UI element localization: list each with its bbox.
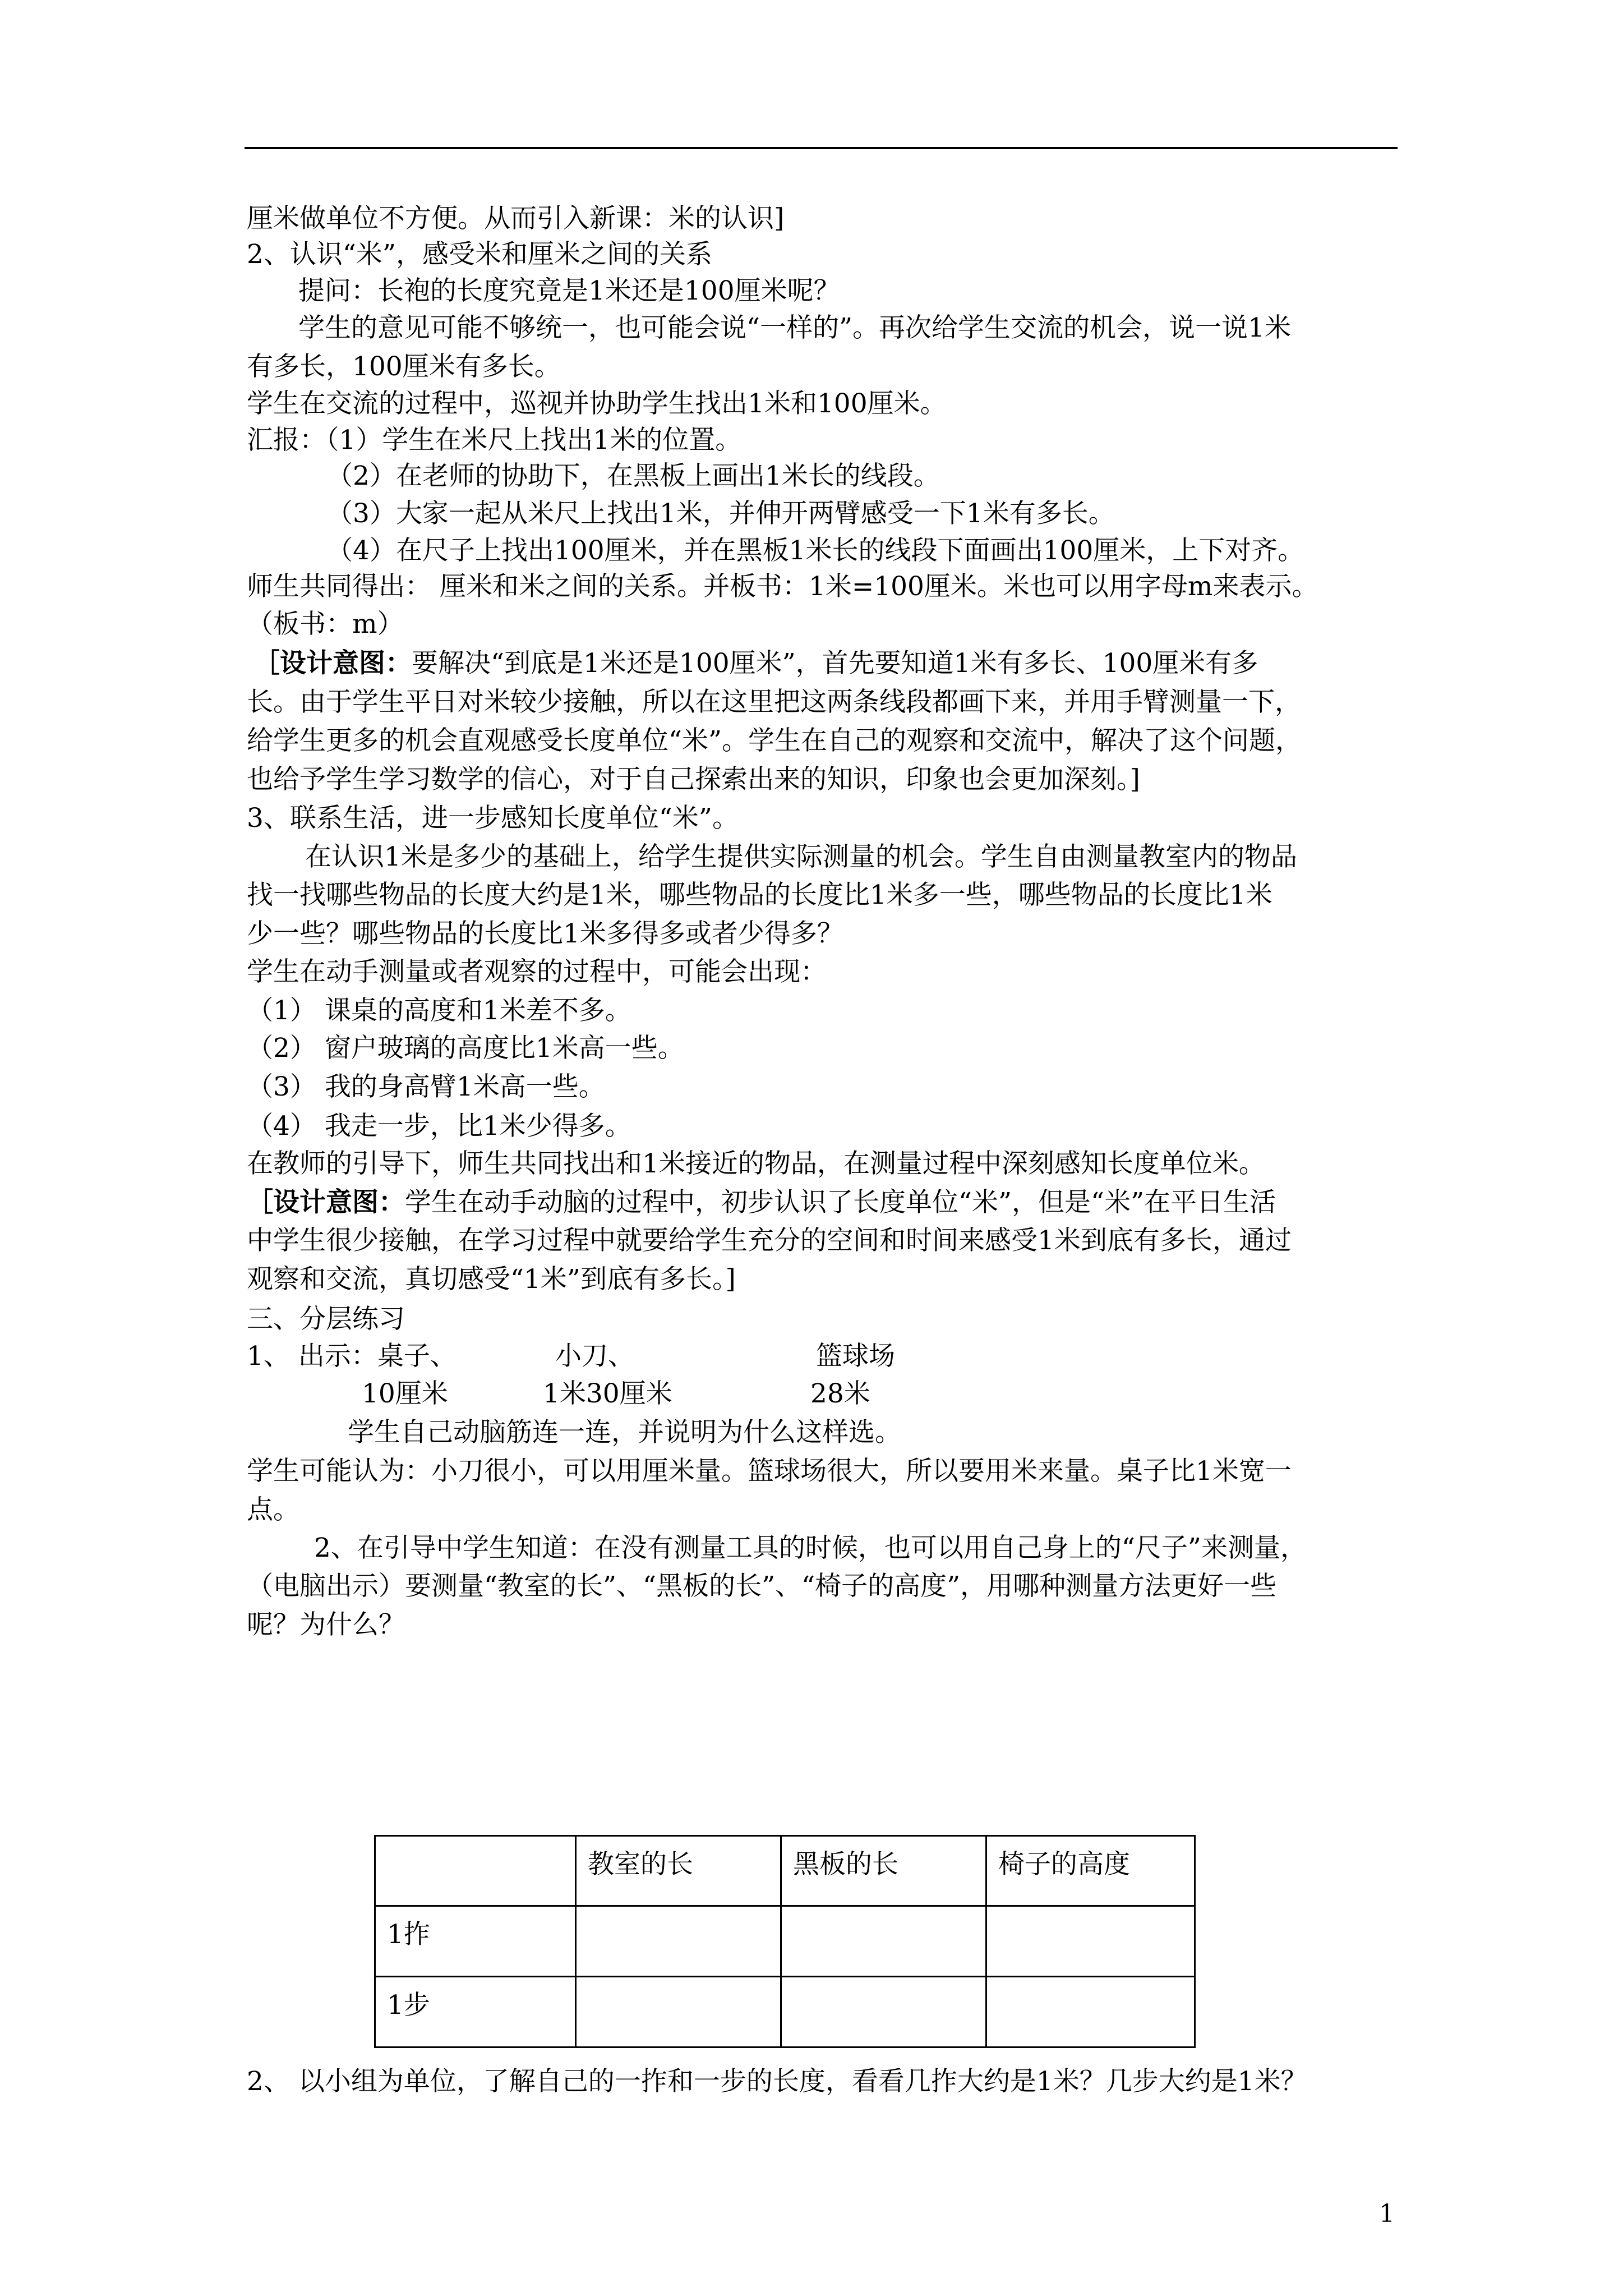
section-heading: 三、分层练习: [247, 1304, 405, 1335]
table-row-label: 1步: [375, 1977, 576, 2047]
text-line: 观察和交流，真切感受“1米”到底有多长。]: [247, 1264, 736, 1295]
text-line: 有多长，100厘米有多长。: [247, 351, 561, 382]
text-line: 给学生更多的机会直观感受长度单位“米”。学生在自己的观察和交流中，解决了这个问题，: [247, 725, 1302, 756]
design-intent-label: ［设计意图：: [253, 648, 412, 679]
text-line: 2、在引导中学生知道：在没有测量工具的时候，也可以用自己身上的“尺子”来测量，: [314, 1533, 1307, 1563]
text-line: （板书：m）: [247, 609, 404, 639]
report-item: （2）在老师的协助下，在黑板上画出1米长的线段。: [326, 461, 940, 491]
text-line: 长。由于学生平日对米较少接触，所以在这里把这两条线段都画下来，并用手臂测量一下，: [247, 687, 1301, 717]
list-item: （4） 我走一步，比1米少得多。: [247, 1111, 631, 1142]
text-line: 提问：长袍的长度究竟是1米还是100厘米呢？: [298, 275, 840, 306]
page-number: 1: [1379, 2200, 1395, 2228]
table-cell: [781, 1977, 986, 2047]
text-line: 学生在动手测量或者观察的过程中，可能会出现：: [247, 956, 827, 987]
exercise-value: 1米30厘米: [543, 1378, 672, 1409]
design-intent-line: [253, 646, 1258, 682]
text-line: 呢？为什么？: [247, 1609, 405, 1640]
exercise-value: 28米: [810, 1378, 870, 1409]
section-heading: 3、联系生活，进一步感知长度单位“米”。: [247, 803, 739, 834]
text-line: 学生的意见可能不够统一，也可能会说“一样的”。再次给学生交流的机会，说一说1米: [298, 312, 1291, 343]
text-line: 学生在交流的过程中，巡视并协助学生找出1米和100厘米。: [247, 388, 947, 419]
text-line: 在教师的引导下，师生共同找出和1米接近的物品，在测量过程中深刻感知长度单位米。: [247, 1148, 1265, 1179]
report-item: （4）在尺子上找出100厘米，并在黑板1米长的线段下面画出100厘米，上下对齐。: [326, 535, 1304, 566]
report-item: 汇报：（1）学生在米尺上找出1米的位置。: [247, 425, 742, 455]
exercise-item: 小刀、: [555, 1341, 634, 1372]
table-cell: [781, 1906, 986, 1977]
design-intent-line: [247, 1185, 1276, 1221]
text-line: 学生自己动脑筋连一连，并说明为什么这样选。: [348, 1417, 901, 1448]
table-header-cell: [375, 1836, 576, 1906]
text-line: 找一找哪些物品的长度大约是1米，哪些物品的长度比1米多一些，哪些物品的长度比1米: [247, 880, 1272, 910]
header-rule: [245, 147, 1398, 149]
exercise-item: 篮球场: [816, 1341, 895, 1372]
text-line: 少一些？哪些物品的长度比1米多得多或者少得多？: [247, 918, 843, 949]
text-line: 厘米做单位不方便。从而引入新课：米的认识]: [247, 203, 785, 234]
text-line: 学生可能认为：小刀很小，可以用厘米量。篮球场很大，所以要用米来量。桌子比1米宽一: [247, 1456, 1292, 1487]
text-line: 也给予学生学习数学的信心，对于自己探索出来的知识，印象也会更加深刻。]: [247, 764, 1140, 795]
table-cell: [986, 1906, 1195, 1977]
section-heading: 2、认识“米”，感受米和厘米之间的关系: [247, 239, 712, 270]
table-header-cell: 教室的长: [576, 1836, 781, 1906]
list-item: （3） 我的身高臂1米高一些。: [247, 1071, 605, 1102]
measurement-table: [374, 1835, 1196, 2048]
design-intent-text: 要解决“到底是1米还是100厘米”，首先要知道1米有多长、100厘米有多: [412, 648, 1258, 679]
table-cell: [576, 1977, 781, 2047]
table-row: [375, 1906, 1195, 1977]
table-header-cell: 黑板的长: [781, 1836, 986, 1906]
text-line: 2、 以小组为单位，了解自己的一拃和一步的长度，看看几拃大约是1米？几步大约是1米？: [247, 2066, 1307, 2097]
table-cell: [576, 1906, 781, 1977]
table-header-row: [375, 1836, 1195, 1906]
exercise-lead: 1、 出示：桌子、: [247, 1341, 457, 1372]
text-line: （电脑出示）要测量“教室的长”、“黑板的长”、“椅子的高度”，用哪种测量方法更好一些: [247, 1571, 1277, 1602]
design-intent-text: 学生在动手动脑的过程中，初步认识了长度单位“米”，但是“米”在平日生活: [405, 1187, 1276, 1218]
text-line: 点。: [247, 1494, 299, 1525]
table-header-cell: 椅子的高度: [986, 1836, 1195, 1906]
design-intent-label: ［设计意图：: [247, 1187, 405, 1218]
exercise-value: 10厘米: [362, 1378, 448, 1409]
text-line: 在认识1米是多少的基础上，给学生提供实际测量的机会。学生自由测量教室内的物品: [305, 841, 1297, 872]
table-row: [375, 1977, 1195, 2047]
text-line: 中学生很少接触，在学习过程中就要给学生充分的空间和时间来感受1米到底有多长，通过: [247, 1225, 1292, 1256]
table-row-label: 1拃: [375, 1906, 576, 1977]
table-cell: [986, 1977, 1195, 2047]
text-line: 师生共同得出： 厘米和米之间的关系。并板书：1米=100厘米。米也可以用字母m来表示。: [247, 571, 1318, 602]
report-item: （3）大家一起从米尺上找出1米，并伸开两臂感受一下1米有多长。: [326, 498, 1115, 529]
list-item: （2） 窗户玻璃的高度比1米高一些。: [247, 1033, 684, 1064]
list-item: （1） 课桌的高度和1米差不多。: [247, 995, 631, 1026]
